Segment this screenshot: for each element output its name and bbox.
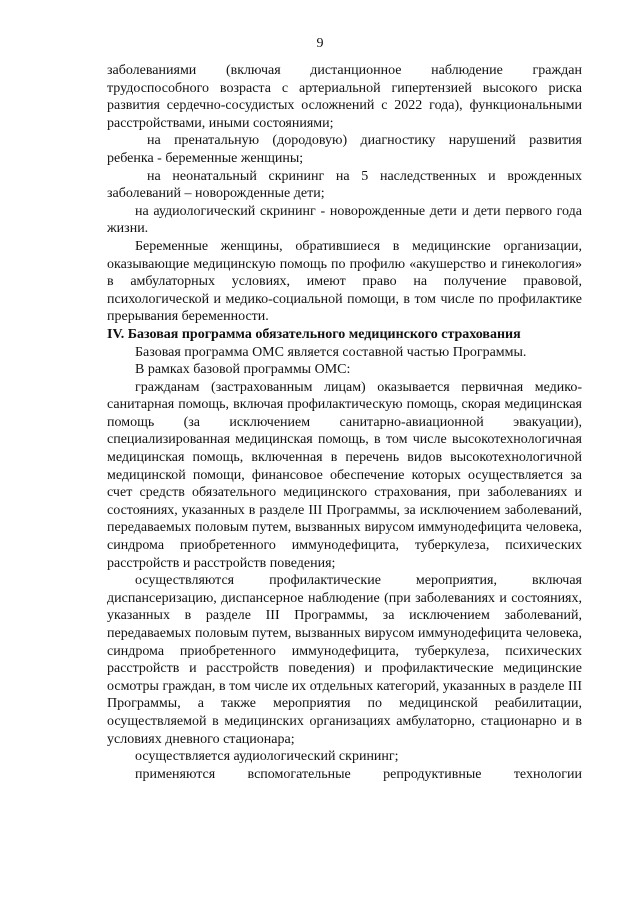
page-body (107, 62, 582, 783)
paragraph-audiology-screening-2: осуществляется аудиологический скрининг; (135, 749, 399, 765)
section-heading: IV. Базовая программа обязательного медицинского страхования (107, 326, 521, 342)
paragraph-citizens-care: гражданам (застрахованным лицам) оказывается первичная медико-санитарная помощь, включая профилактическую помощь, скорая медицинская помощь (за исключением санитарно-авиационной эвакуации), специализированная медицинская помощь, в том числе высокотехнологичная медицинская помощь, включенная в перечень видов высокотехнологичной медицинской помощи, финансовое обеспечение которых осуществляется за счет средств обязательного медицинского страхования, при заболеваниях и состояниях, указанных в разделе III Программы, за исключением заболеваний, передаваемых половым путем, вызванных вирусом иммунодефицита человека, синдрома приобретенного иммунодефицита, туберкулеза, психических расстройств и расстройств поведения; (107, 379, 582, 571)
paragraph-continuation: заболеваниями (включая дистанционное наблюдение граждан трудоспособного возраста с артериальной гипертензией высокого риска развития сердечно-сосудистых осложнений с 2022 года), функциональными расстройствами, иными состояниями; (107, 63, 582, 131)
paragraph-neonatal-screening: на неонатальный скрининг на 5 наследственных и врожденных заболеваний – новорожденные дети; (107, 168, 582, 202)
page-number: 9 (316, 36, 324, 51)
paragraph-audiology-screening: на аудиологический скрининг - новорожденные дети и дети первого года жизни. (107, 203, 582, 237)
paragraph-within-base-program: В рамках базовой программы ОМС: (135, 362, 351, 378)
paragraph-reproductive-technologies: применяются вспомогательные репродуктивные технологии (135, 766, 582, 782)
paragraph-preventive-measures: осуществляются профилактические мероприятия, включая диспансеризацию, диспансерное наблюдение (при заболеваниях и состояниях, указанных в разделе III Программы, за исключением заболеваний, передаваемых половым путем, вызванных вирусом иммунодефицита человека, синдрома приобретенного иммунодефицита, туберкулеза, психических расстройств и расстройств поведения) и профилактические медицинские осмотры граждан, в том числе их отдельных категорий, указанных в разделе III Программы, а также мероприятия по медицинской реабилитации, осуществляемой в медицинских организациях амбулаторно, стационарно и в условиях дневного стационара; (107, 573, 582, 747)
paragraph-prenatal-diagnostics: на пренатальную (дородовую) диагностику нарушений развития ребенка - беременные женщины; (107, 133, 582, 166)
paragraph-pregnant-women-rights: Беременные женщины, обратившиеся в медицинские организации, оказывающие медицинскую помощь по профилю «акушерство и гинекология» в амбулаторных условиях, имеют право на получение правовой, психологической и медико-социальной помощи, в том числе по профилактике прерывания беременности. (107, 238, 582, 325)
paragraph-base-program-part: Базовая программа ОМС является составной частью Программы. (135, 344, 527, 360)
